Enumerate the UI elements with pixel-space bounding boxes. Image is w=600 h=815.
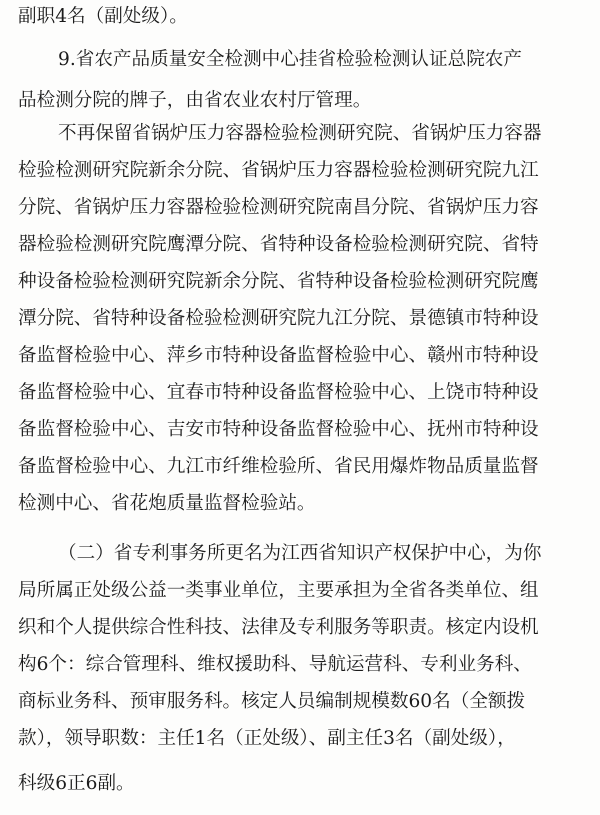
text-line: 9.省农产品质量安全检测中心挂省检验检测认证总院农产 xyxy=(58,49,522,70)
text-line: 品检测分院的牌子，由省农业农村厅管理。 xyxy=(18,90,372,111)
text-line: （二）省专利事务所更名为江西省知识产权保护中心，为你 xyxy=(58,543,542,564)
text-line: 种设备检验检测研究院新余分院、省特种设备检验检测研究院鹰 xyxy=(18,271,539,292)
text-line: 构6个：综合管理科、维权援助科、导航运营科、专利业务科、 xyxy=(18,654,532,675)
text-line: 科级6正6副。 xyxy=(18,773,135,794)
text-line: 副职4名（副处级）。 xyxy=(18,6,188,27)
text-line: 检验检测研究院新余分院、省锅炉压力容器检验检测研究院九江 xyxy=(18,160,539,181)
text-line: 备监督检验中心、萍乡市特种设备监督检验中心、赣州市特种设 xyxy=(18,345,539,366)
text-line: 潭分院、省特种设备检验检测研究院九江分院、景德镇市特种设 xyxy=(18,308,539,329)
text-line: 款），领导职数：主任1名（正处级）、副主任3名（副处级）， xyxy=(18,728,516,749)
text-line: 织和个人提供综合性科技、法律及专利服务等职责。核定内设机 xyxy=(18,617,539,638)
text-line: 备监督检验中心、宜春市特种设备监督检验中心、上饶市特种设 xyxy=(18,382,539,403)
text-line: 检测中心、省花炮质量监督检验站。 xyxy=(18,493,316,514)
text-line: 不再保留省锅炉压力容器检验检测研究院、省锅炉压力容器 xyxy=(58,123,542,144)
text-line: 商标业务科、预审服务科。核定人员编制规模数60名（全额拨 xyxy=(18,691,526,712)
text-line: 备监督检验中心、吉安市特种设备监督检验中心、抚州市特种设 xyxy=(18,419,539,440)
text-line: 器检验检测研究院鹰潭分院、省特种设备检验检测研究院、省特 xyxy=(18,234,539,255)
text-line: 备监督检验中心、九江市纤维检验所、省民用爆炸物品质量监督 xyxy=(18,456,539,477)
text-line: 分院、省锅炉压力容器检验检测研究院南昌分院、省锅炉压力容 xyxy=(18,197,539,218)
text-line: 局所属正处级公益一类事业单位，主要承担为全省各类单位、组 xyxy=(18,580,539,601)
